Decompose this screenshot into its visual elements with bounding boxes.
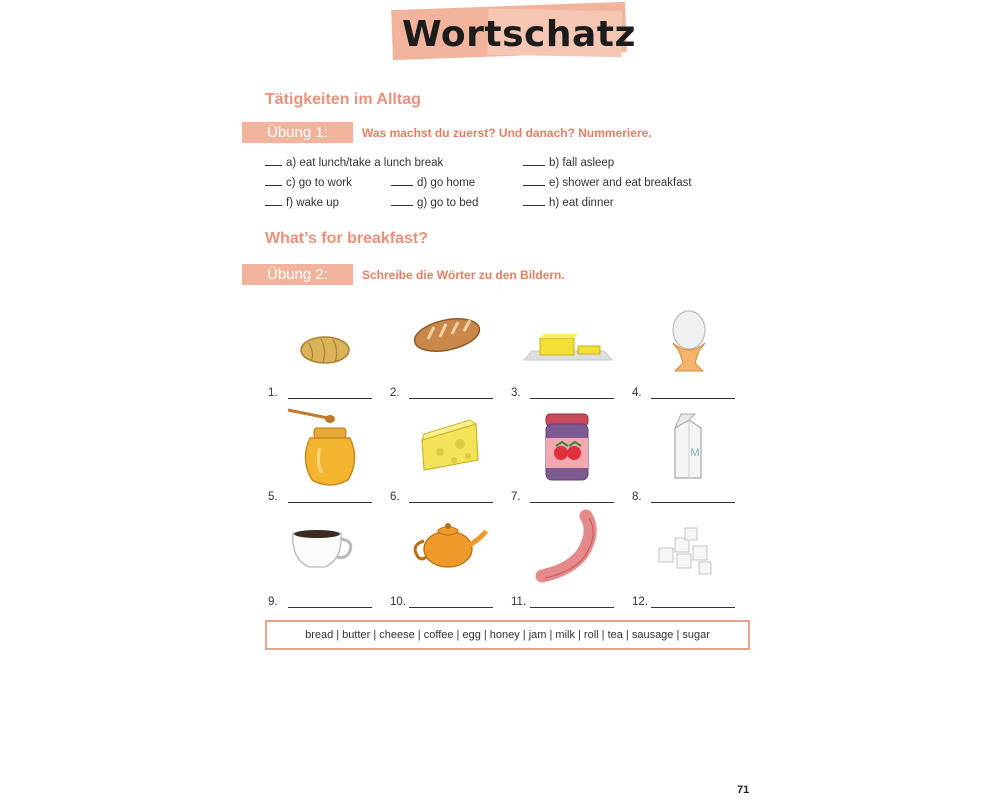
exercise-1-label-bar — [242, 122, 353, 143]
answer-blank[interactable] — [265, 195, 282, 206]
answer-line[interactable] — [288, 607, 372, 608]
answer-blank[interactable] — [391, 195, 413, 206]
task-item: c) go to work — [265, 175, 352, 189]
item-number: 8. — [632, 491, 642, 503]
item-number: 7. — [511, 491, 521, 503]
section-heading-breakfast: What’s for breakfast? — [265, 230, 428, 247]
egg-picture — [645, 305, 755, 400]
answer-line[interactable] — [409, 502, 493, 503]
item-number: 5. — [268, 491, 278, 503]
exercise-1-label: Übung 1: — [267, 124, 328, 141]
answer-blank[interactable] — [523, 155, 545, 166]
section-heading-daily-activities: Tätigkeiten im Alltag — [265, 91, 421, 108]
sausage-picture — [530, 508, 640, 603]
page-number: 71 — [737, 784, 750, 796]
jam-picture — [532, 408, 642, 503]
task-item: d) go home — [391, 175, 475, 189]
word-bank-text: bread | butter | cheese | coffee | egg | honey | jam | milk | roll | tea | sausage | sugar — [305, 629, 710, 641]
tea-picture — [408, 515, 518, 610]
answer-line[interactable] — [288, 502, 372, 503]
answer-line[interactable] — [651, 398, 735, 399]
item-number: 3. — [511, 387, 521, 399]
item-number: 4. — [632, 387, 642, 399]
item-number: 10. — [390, 596, 406, 608]
exercise-2-instruction: Schreibe die Wörter zu den Bildern. — [362, 268, 565, 282]
answer-line[interactable] — [409, 607, 493, 608]
answer-blank[interactable] — [265, 175, 282, 186]
title-banner — [392, 6, 636, 62]
milk-picture — [655, 408, 765, 503]
exercise-1-instruction: Was machst du zuerst? Und danach? Nummeriere. — [362, 126, 652, 140]
task-item: b) fall asleep — [523, 155, 614, 169]
butter-picture — [522, 305, 632, 400]
item-number: 1. — [268, 387, 278, 399]
answer-blank[interactable] — [523, 175, 545, 186]
answer-blank[interactable] — [265, 155, 282, 166]
task-item: e) shower and eat breakfast — [523, 175, 692, 189]
answer-line[interactable] — [530, 398, 614, 399]
item-number: 6. — [390, 491, 400, 503]
task-item: f) wake up — [265, 195, 339, 209]
exercise-2-label-bar — [242, 264, 353, 285]
answer-blank[interactable] — [391, 175, 413, 186]
task-item: a) eat lunch/take a lunch break — [265, 155, 443, 169]
bread-picture — [400, 305, 510, 400]
answer-line[interactable] — [288, 398, 372, 399]
answer-line[interactable] — [530, 502, 614, 503]
exercise-2-label: Übung 2: — [267, 266, 328, 283]
answer-line[interactable] — [409, 398, 493, 399]
item-number: 12. — [632, 596, 648, 608]
sugar-picture — [655, 518, 765, 613]
item-number: 2. — [390, 387, 400, 399]
roll-picture — [275, 305, 385, 400]
coffee-picture — [285, 515, 395, 610]
answer-blank[interactable] — [523, 195, 545, 206]
task-item: g) go to bed — [391, 195, 478, 209]
page-title: Wortschatz — [402, 14, 636, 55]
item-number: 11. — [511, 596, 527, 608]
cheese-picture — [410, 408, 520, 503]
word-bank — [265, 620, 750, 650]
task-item: h) eat dinner — [523, 195, 614, 209]
honey-picture — [280, 408, 390, 503]
item-number: 9. — [268, 596, 278, 608]
answer-line[interactable] — [651, 607, 735, 608]
answer-line[interactable] — [530, 607, 614, 608]
answer-line[interactable] — [651, 502, 735, 503]
milk-carton-letter: M — [690, 447, 700, 459]
